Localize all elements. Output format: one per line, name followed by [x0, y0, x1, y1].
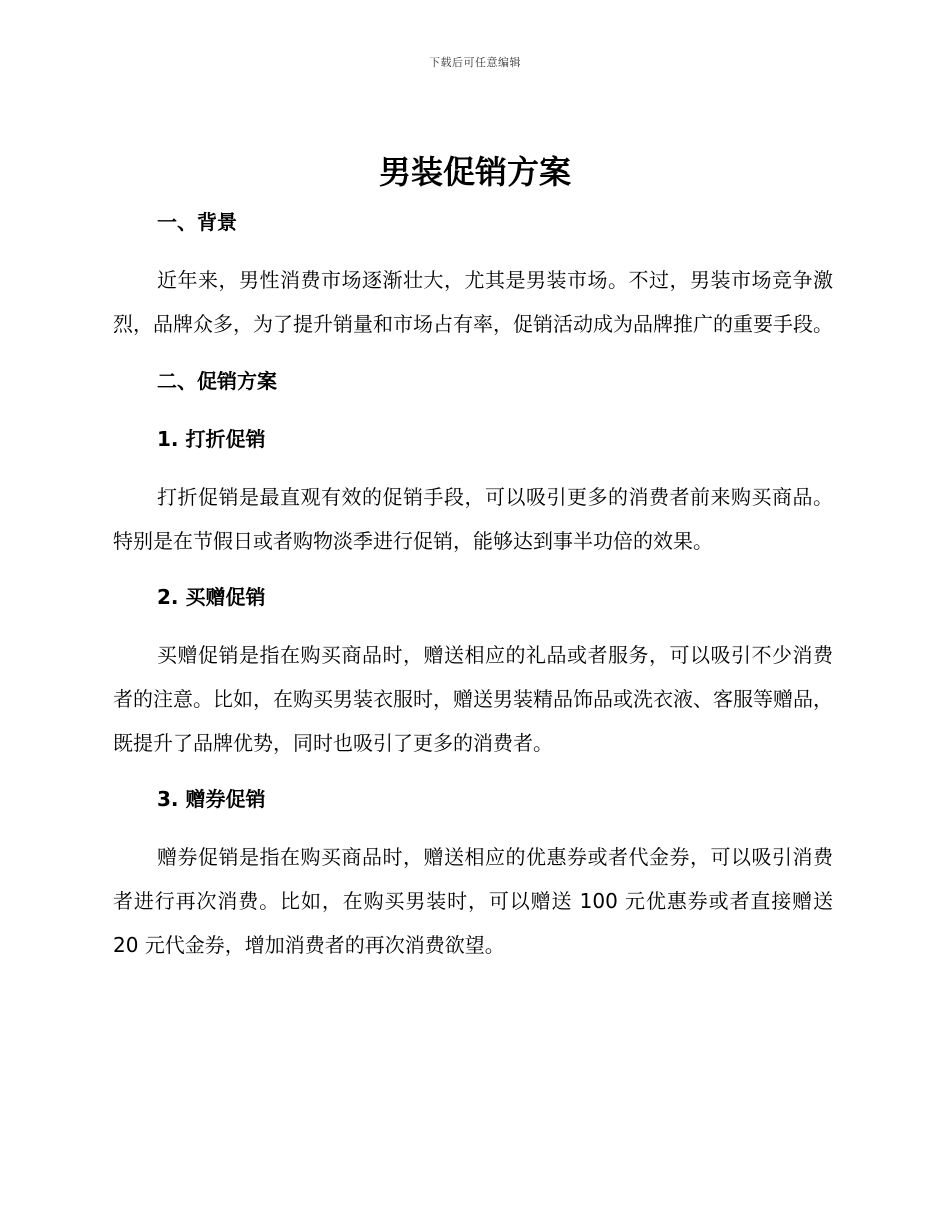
- subsection-heading-discount: 1. 打折促销: [157, 427, 266, 451]
- document-body: [113, 204, 833, 967]
- subsection-body-discount: 打折促销是最直观有效的促销手段，可以吸引更多的消费者前来购买商品。特别是在节假日或者购物淡季进行促销，能够达到事半功倍的效果。: [113, 485, 833, 553]
- subsection-heading-coupon: 3. 赠券促销: [157, 787, 266, 811]
- subsection-body-gift: 买赠促销是指在购买商品时，赠送相应的礼品或者服务，可以吸引不少消费者的注意。比如，在购买男装衣服时，赠送男装精品饰品或洗衣液、客服等赠品，既提升了品牌优势，同时也吸引了更多的消费者。: [113, 643, 833, 755]
- header-note: 下载后可任意编辑: [429, 56, 521, 69]
- section-heading-promo-plan: 二、促销方案: [157, 369, 277, 393]
- subsection-heading-gift: 2. 买赠促销: [157, 585, 266, 609]
- section-body-background: 近年来，男性消费市场逐渐壮大，尤其是男装市场。不过，男装市场竞争激烈，品牌众多，为了提升销量和市场占有率，促销活动成为品牌推广的重要手段。: [113, 268, 833, 336]
- section-heading-background: 一、背景: [157, 210, 237, 234]
- document-title: 男装促销方案: [378, 153, 571, 191]
- subsection-body-coupon: 赠券促销是指在购买商品时，赠送相应的优惠券或者代金券，可以吸引消费者进行再次消费。比如，在购买男装时，可以赠送 100 元优惠券或者直接赠送 20 元代金券，增加消费者的再次消费欲望。: [113, 845, 833, 957]
